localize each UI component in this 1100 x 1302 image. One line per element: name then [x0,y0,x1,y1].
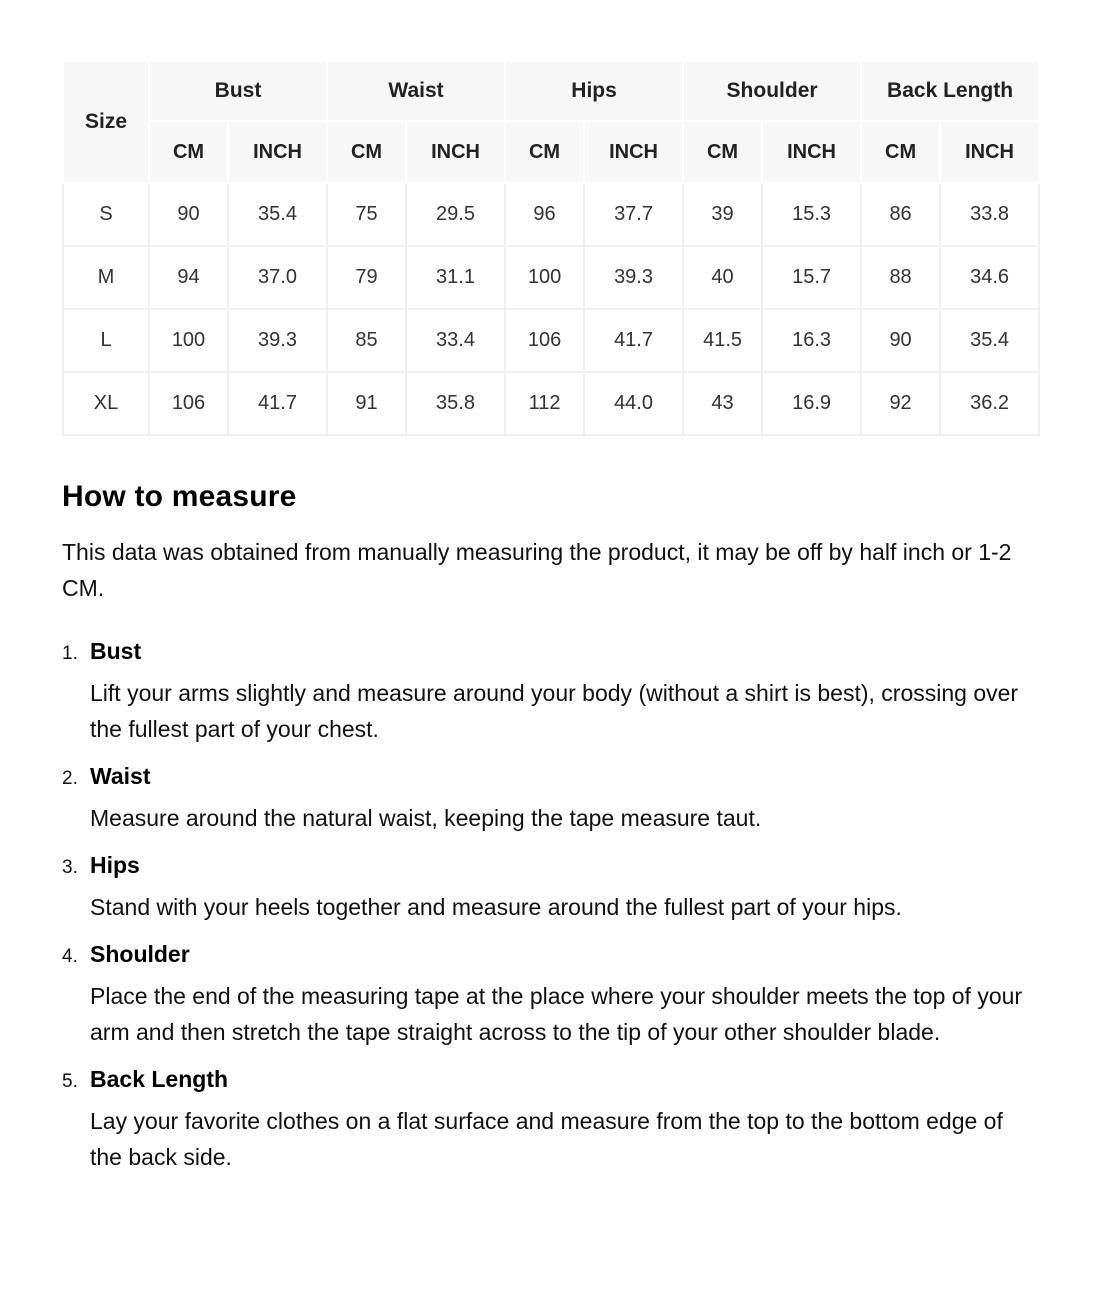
measure-steps-list [62,638,1038,1175]
size-cell: S [63,183,149,246]
size-cell: XL [63,372,149,435]
step-description: Place the end of the measuring tape at the place where your shoulder meets the top of your arm and then stretch the tape straight across to the tip of your other shoulder blade. [90,983,1023,1045]
step-term: Waist [90,763,151,789]
measurement-cell: 15.3 [762,183,861,246]
measure-step-back-length [62,1066,1038,1175]
column-group-shoulder: Shoulder [683,61,861,121]
measurement-cell: 100 [505,246,584,309]
measurement-cell: 75 [327,183,406,246]
measurement-cell: 112 [505,372,584,435]
table-unit-header-row [63,121,1039,183]
measurement-cell: 90 [861,309,940,372]
measurement-cell: 16.9 [762,372,861,435]
measurement-cell: 16.3 [762,309,861,372]
measurement-cell: 41.5 [683,309,762,372]
step-heading [62,1066,1038,1093]
step-description: Measure around the natural waist, keeping the tape measure taut. [90,805,762,831]
measurement-cell: 39.3 [228,309,327,372]
unit-header-cm: CM [861,121,940,183]
measurement-cell: 79 [327,246,406,309]
measurement-cell: 39.3 [584,246,683,309]
unit-header-inch: INCH [940,121,1039,183]
measurement-cell: 35.8 [406,372,505,435]
step-number: 1. [62,643,78,664]
measurement-cell: 88 [861,246,940,309]
measurement-cell: 43 [683,372,762,435]
measurement-cell: 91 [327,372,406,435]
table-row-size-s [63,183,1039,246]
step-heading [62,941,1038,968]
unit-header-inch: INCH [228,121,327,183]
unit-header-inch: INCH [762,121,861,183]
measure-step-shoulder [62,941,1038,1050]
size-chart-table [62,60,1040,436]
table-row-size-l [63,309,1039,372]
size-cell: L [63,309,149,372]
step-description: Stand with your heels together and measure around the fullest part of your hips. [90,894,902,920]
measurement-cell: 37.0 [228,246,327,309]
column-group-waist: Waist [327,61,505,121]
measurement-cell: 33.4 [406,309,505,372]
step-term: Back Length [90,1066,229,1092]
step-description: Lift your arms slightly and measure around your body (without a shirt is best), crossing over the fullest part of your chest. [90,680,1019,742]
column-header-size: Size [63,61,149,183]
table-group-header-row [63,61,1039,121]
measurement-cell: 39 [683,183,762,246]
table-row-size-xl [63,372,1039,435]
step-heading [62,852,1038,879]
measurement-cell: 15.7 [762,246,861,309]
measurement-cell: 94 [149,246,228,309]
intro-text: This data was obtained from manually measuring the product, it may be off by half inch or 1-2 CM. [62,539,1012,601]
measurement-cell: 86 [861,183,940,246]
measurement-cell: 96 [505,183,584,246]
measurement-cell: 92 [861,372,940,435]
step-heading [62,763,1038,790]
measurement-cell: 41.7 [228,372,327,435]
measurement-cell: 31.1 [406,246,505,309]
unit-header-cm: CM [683,121,762,183]
measurement-cell: 37.7 [584,183,683,246]
unit-header-inch: INCH [584,121,683,183]
measurement-cell: 85 [327,309,406,372]
measurement-cell: 106 [149,372,228,435]
section-title: How to measure [62,480,297,513]
measurement-cell: 90 [149,183,228,246]
step-number: 4. [62,946,78,967]
column-group-back-length: Back Length [861,61,1039,121]
measurement-cell: 41.7 [584,309,683,372]
step-heading [62,638,1038,665]
step-term: Shoulder [90,941,190,967]
unit-header-cm: CM [149,121,228,183]
unit-header-cm: CM [327,121,406,183]
measurement-cell: 35.4 [228,183,327,246]
step-number: 2. [62,768,78,789]
column-group-bust: Bust [149,61,327,121]
measurement-cell: 40 [683,246,762,309]
size-cell: M [63,246,149,309]
step-number: 5. [62,1071,78,1092]
measure-step-hips [62,852,1038,925]
measurement-cell: 44.0 [584,372,683,435]
measurement-cell: 100 [149,309,228,372]
measure-step-waist [62,763,1038,836]
step-description: Lay your favorite clothes on a flat surface and measure from the top to the bottom edge of the back side. [90,1108,1003,1170]
measurement-cell: 29.5 [406,183,505,246]
step-term: Hips [90,852,140,878]
measurement-cell: 35.4 [940,309,1039,372]
step-term: Bust [90,638,142,664]
step-number: 3. [62,857,78,878]
measurement-cell: 106 [505,309,584,372]
table-row-size-m [63,246,1039,309]
measure-step-bust [62,638,1038,747]
measurement-cell: 33.8 [940,183,1039,246]
column-group-hips: Hips [505,61,683,121]
measurement-cell: 36.2 [940,372,1039,435]
unit-header-cm: CM [505,121,584,183]
unit-header-inch: INCH [406,121,505,183]
how-to-measure-section [62,480,1038,1175]
measurement-cell: 34.6 [940,246,1039,309]
